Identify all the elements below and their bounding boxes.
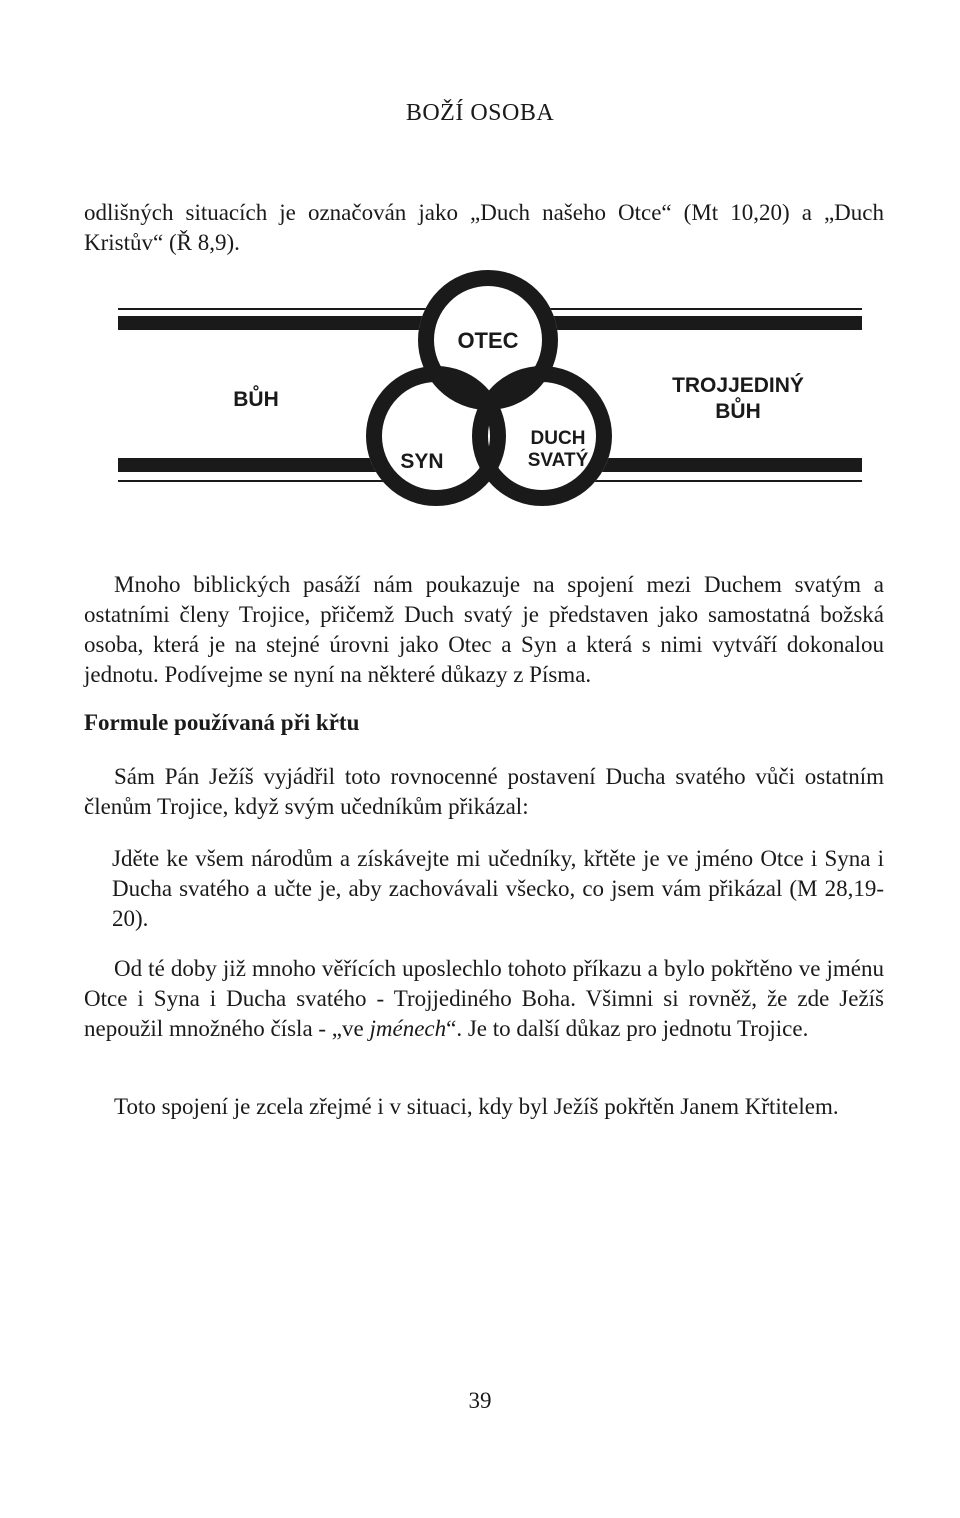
running-title: BOŽÍ OSOBA <box>405 100 555 126</box>
emphasized-word: jménech <box>369 1016 447 1041</box>
label-duch: DUCH <box>530 428 586 449</box>
paragraph-baptism <box>84 954 884 1044</box>
scripture-quote: Jděte ke všem národům a získávejte mi učedníky, křtěte je ve jméno Otce i Syna i Ducha svatého a učte je, aby zachovávali všecko, co jsem vám přikázal (M 28,19-20). <box>112 846 884 931</box>
label-buh-left: BŮH <box>233 388 279 411</box>
paragraph-jesus-command: Sám Pán Ježíš vyjádřil toto rovnocenné postavení Ducha svatého vůči ostatním členům Trojice, když svým učedníkům přikázal: <box>84 764 884 819</box>
section-heading: Formule používaná při křtu <box>84 710 360 735</box>
label-otec: OTEC <box>457 328 519 353</box>
baptism-text-end: “. Je to další důkaz pro jednotu Trojice. <box>446 1016 809 1041</box>
paragraph-john-baptist: Toto spojení je zcela zřejmé i v situaci, kdy byl Ježíš pokřtěn Janem Křtitelem. <box>114 1094 839 1119</box>
paragraph-intro: Mnoho biblických pasáží nám poukazuje na spojení mezi Duchem svatým a ostatními členy Trojice, přičemž Duch svatý je představen jako samostatná božská osoba, která je na stejné úrovni jako Otec a Syn a která s nimi vytváří dokonalou jednotu. Podívejme se nyní na některé důkazy z Písma. <box>84 572 884 687</box>
label-buh-right: BŮH <box>715 400 761 423</box>
label-svaty: SVATÝ <box>527 450 589 471</box>
baptism-text-start: Od té doby již mnoho věřících uposlechlo tohoto příkazu a bylo pokřtěno ve jménu Otce i Syna i Ducha svatého - Trojjediného Boha. Všimni si rovněž, že zde Ježíš nepoužil množného čísla - „ve <box>84 956 884 1041</box>
page-number: 39 <box>468 1388 492 1413</box>
label-syn: SYN <box>400 450 444 473</box>
trinity-diagram <box>118 268 862 528</box>
paragraph-continuation: odlišných situacích je označován jako „Duch našeho Otce“ (Mt 10,20) a „Duch Kristův“ (Ř 8,9). <box>84 200 884 255</box>
label-trojjediny: TROJJEDINÝ <box>672 374 804 397</box>
